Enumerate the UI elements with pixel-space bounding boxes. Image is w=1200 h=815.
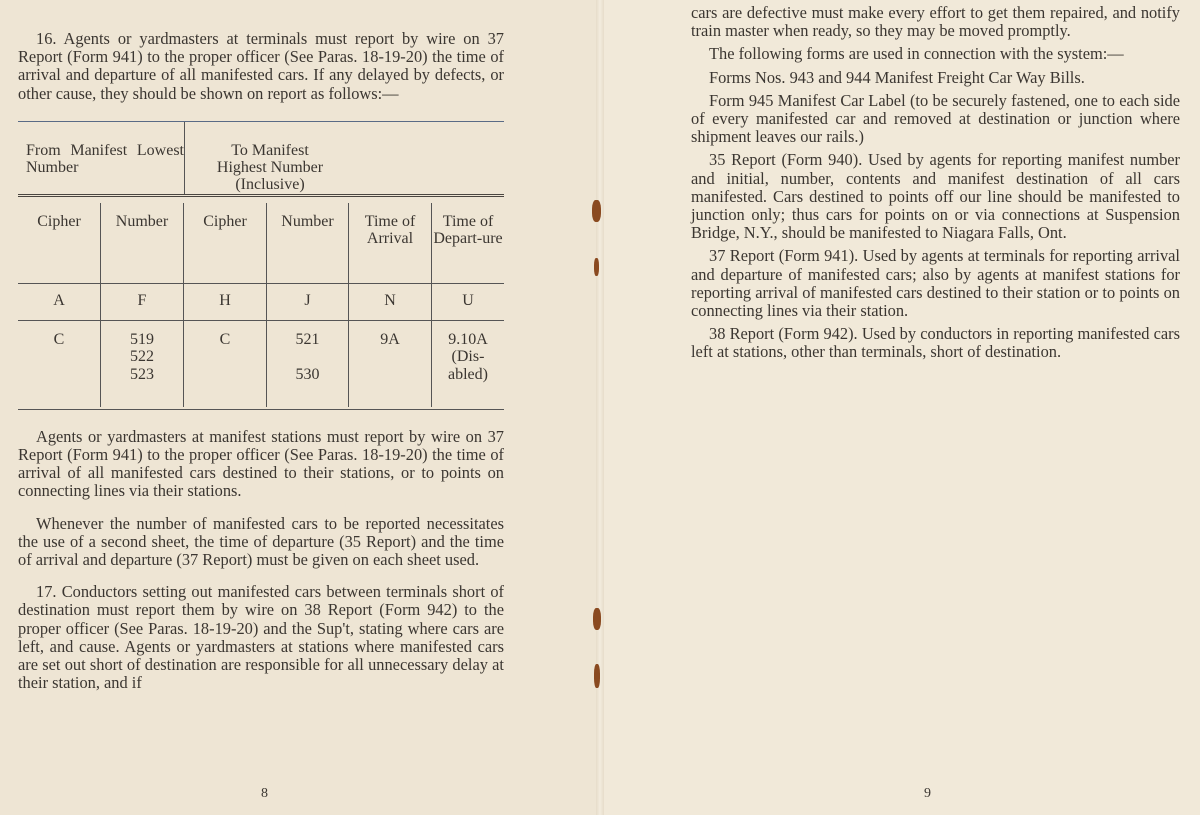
numbers-from — [101, 320, 184, 407]
col-header: Cipher — [18, 203, 101, 284]
code-cell: F — [101, 283, 184, 320]
paragraph-agents: Agents or yardmasters at manifest stations must report by wire on 37 Report (Form 941) to the proper officer (See Paras. 18-19-20) the time of arrival of all manifested cars destined to their stations, or to points on connecting lines via their stations. — [18, 426, 504, 501]
code-cell: N — [349, 283, 432, 320]
number: 530 — [295, 365, 320, 383]
departure-line: abled) — [448, 365, 488, 383]
table-row — [18, 320, 504, 407]
staple-stain — [594, 258, 599, 276]
numbers-to — [267, 320, 349, 407]
group-to-line: Highest Number — [216, 158, 324, 176]
code-cell: U — [432, 283, 505, 320]
group-to-line: (Inclusive) — [235, 175, 305, 193]
number: 519 — [130, 330, 154, 348]
code-cell: H — [184, 283, 267, 320]
col-header: Cipher — [184, 203, 267, 284]
cipher-from: C — [18, 320, 101, 407]
paragraph-whenever: Whenever the number of manifested cars to be reported necessitates the use of a second sheet, the time of departure (35 Report) and the time of arrival and departure (37 Report) must be given on each sheet used. — [18, 513, 504, 570]
number: 522 — [130, 348, 154, 366]
paragraph-16: 16. Agents or yardmasters at terminals must report by wire on 37 Report (Form 941) to the proper officer (See Paras. 18-19-20) the time of arrival and departure of all manifested cars. If any delayed by defects, or other cause, they should be shown on report as follows:— — [18, 29, 504, 103]
departure-line: (Dis- — [451, 348, 485, 366]
col-header: Number — [267, 203, 349, 284]
code-row — [18, 283, 504, 320]
group-to-line: To Manifest — [231, 141, 309, 159]
table-body — [18, 203, 504, 407]
paragraph: cars are defective must make every effort to get them repaired, and notify train master when ready, so they may be moved promptly. — [691, 3, 1180, 41]
col-header: Time of Depart-ure — [433, 212, 503, 248]
staple-stain — [593, 608, 601, 630]
paragraph-17: 17. Conductors setting out manifested cars between terminals short of destination must report them by wire on 38 Report (Form 942) to the proper officer (See Paras. 18-19-20) and the Sup't, stating where cars are left, and cause. Agents or yardmasters at stations where manifested cars are set out short of destination are responsible for all unnecessary delay at their station, and if — [18, 582, 504, 693]
left-column — [18, 30, 504, 706]
staple-stain — [594, 664, 600, 688]
right-column — [691, 4, 1180, 367]
number: 523 — [130, 365, 154, 383]
paragraph: The following forms are used in connection with the system:— — [709, 44, 1124, 64]
code-cell: A — [18, 283, 101, 320]
number: 521 — [295, 330, 320, 348]
manifest-table — [18, 121, 504, 410]
header-row — [18, 203, 504, 284]
paragraph: 38 Report (Form 942). Used by conductors in reporting manifested cars left at stations, other than terminals, short of destination. — [691, 324, 1180, 362]
group-from: From Manifest Lowest Number — [18, 122, 185, 194]
paragraph: 35 Report (Form 940). Used by agents for reporting manifest number and initial, number, contents and manifest destination of all cars manifested. Cars destined to points off our line should be manifested to junction only; thus cars for points on or via connections at Suspension Bridge, N.Y., should be manifested to Niagara Falls, Ont. — [691, 150, 1180, 243]
paragraph: 37 Report (Form 941). Used by agents at terminals for reporting arrival and departure of manifested cars; also by agents at manifest stations for reporting arrival of manifested cars destined to their station or to points on connecting lines via their station. — [691, 246, 1180, 321]
col-header: Time of Arrival — [349, 203, 432, 284]
group-to — [185, 122, 355, 194]
page-number-right: 9 — [924, 786, 931, 801]
col-header: Number — [101, 203, 184, 284]
page-number-left: 8 — [261, 786, 268, 801]
paragraph: Forms Nos. 943 and 944 Manifest Freight Car Way Bills. — [709, 67, 1085, 87]
table-group-header — [18, 122, 504, 197]
code-cell: J — [267, 283, 349, 320]
arrival-time: 9A — [349, 320, 432, 407]
staple-stain — [592, 200, 601, 222]
departure-line: 9.10A — [448, 330, 488, 348]
cipher-to: C — [184, 320, 267, 407]
binding-gutter — [596, 0, 604, 815]
paragraph: Form 945 Manifest Car Label (to be securely fastened, one to each side of every manifested car and removed at destination or junction where shipment leaves our rails.) — [691, 90, 1180, 147]
table-bottom-rule — [18, 409, 504, 410]
departure-time — [432, 320, 505, 407]
